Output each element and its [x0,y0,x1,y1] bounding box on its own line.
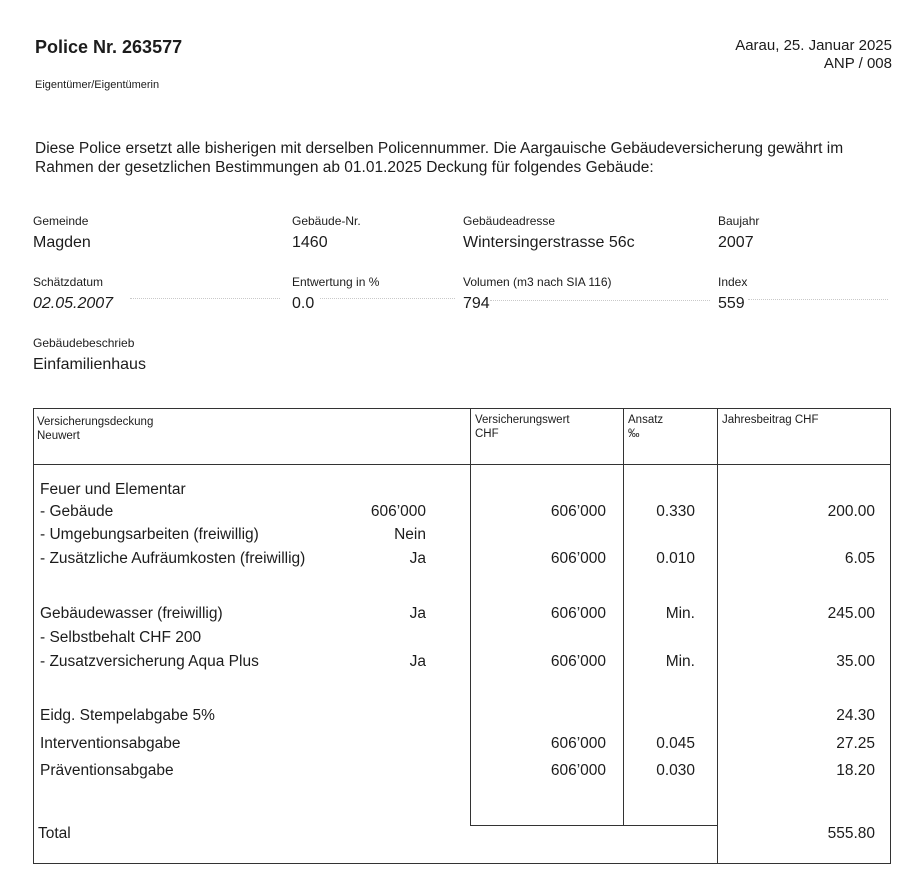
owner-label: Eigentümer/Eigentümerin [35,79,160,91]
row-beitrag: 245.00 [827,605,875,622]
row-versicherungswert: 606’000 [550,735,606,752]
row-beitrag: 6.05 [844,550,875,567]
intro-paragraph: Diese Police ersetzt alle bisherigen mit derselben Policennummer. Die Aargauische Gebäudeversicherung gewährt im Rahmen der gesetzlichen Bestimmungen ab 01.01.2025 Deckung für folgendes Gebäude: [35,140,844,176]
policy-title: Police Nr. 263577 [35,37,183,57]
row-label: - Selbstbehalt CHF 200 [40,629,202,646]
total-label: Total [38,825,71,842]
row-beitrag: 24.30 [836,707,875,724]
index-label: Index [718,275,748,289]
gebaeude-nr-value: 1460 [292,234,328,251]
row-label: Feuer und Elementar [40,481,186,498]
baujahr-label: Baujahr [718,214,760,228]
row-ansatz: 0.010 [656,550,695,567]
row-ansatz: 0.330 [656,503,695,520]
row-label: Eidg. Stempelabgabe 5% [40,707,215,724]
row-versicherungswert: 606’000 [550,762,606,779]
row-beitrag: 35.00 [836,653,875,670]
row-ansatz: 0.030 [656,762,695,779]
total-value: 555.80 [827,825,875,842]
dotted-separator [130,298,280,299]
entwertung-value: 0.0 [292,295,315,312]
row-label: - Zusatzversicherung Aqua Plus [40,653,259,670]
schaetzdatum-label: Schätzdatum [33,275,104,289]
row-beitrag: 18.20 [836,762,875,779]
row-beitrag: 27.25 [836,735,875,752]
row-versicherungswert: 606’000 [550,653,606,670]
row-label: Präventionsabgabe [40,762,174,779]
row-label: - Gebäude [40,503,114,520]
row-versicherungswert: 606’000 [550,550,606,567]
row-neuwert: Ja [409,653,426,670]
beschrieb-value: Einfamilienhaus [33,356,146,373]
row-label: - Zusätzliche Aufräumkosten (freiwillig) [40,550,306,567]
column-divider [717,409,718,864]
header-divider [34,464,890,465]
row-neuwert: Ja [409,605,426,622]
row-versicherungswert: 606’000 [550,605,606,622]
volumen-value: 794 [463,295,490,312]
row-neuwert: Nein [394,526,426,543]
schaetzdatum-value: 02.05.2007 [33,295,114,312]
index-value: 559 [718,295,745,312]
row-label: Gebäudewasser (freiwillig) [40,605,223,622]
row-label: - Umgebungsarbeiten (freiwillig) [40,526,259,543]
reference-code: ANP / 008 [823,55,892,72]
header-deckung: Versicherungsdeckung Neuwert [37,416,154,442]
total-divider [470,825,717,826]
header-beitrag: Jahresbeitrag CHF [722,414,819,426]
gebaeude-nr-label: Gebäude-Nr. [292,214,361,228]
row-neuwert: 606’000 [370,503,426,520]
adresse-value: Wintersingerstrasse 56c [463,234,635,251]
dotted-separator [320,298,455,299]
dotted-separator [490,300,710,301]
row-ansatz: Min. [665,653,695,670]
dotted-separator [748,299,888,300]
beschrieb-label: Gebäudebeschrieb [33,336,135,350]
gemeinde-value: Magden [33,234,91,251]
column-divider [623,409,624,825]
header-ansatz: Ansatz ‰ [628,414,664,440]
row-label: Interventionsabgabe [40,735,181,752]
row-ansatz: 0.045 [656,735,695,752]
row-ansatz: Min. [665,605,695,622]
row-beitrag: 200.00 [827,503,875,520]
entwertung-label: Entwertung in % [292,275,380,289]
adresse-label: Gebäudeadresse [463,214,556,228]
gemeinde-label: Gemeinde [33,214,89,228]
header-wert: Versicherungswert CHF [475,414,570,440]
volumen-label: Volumen (m3 nach SIA 116) [463,275,612,289]
place-date: Aarau, 25. Januar 2025 [735,37,892,54]
baujahr-value: 2007 [718,234,754,251]
row-versicherungswert: 606’000 [550,503,606,520]
row-neuwert: Ja [409,550,426,567]
